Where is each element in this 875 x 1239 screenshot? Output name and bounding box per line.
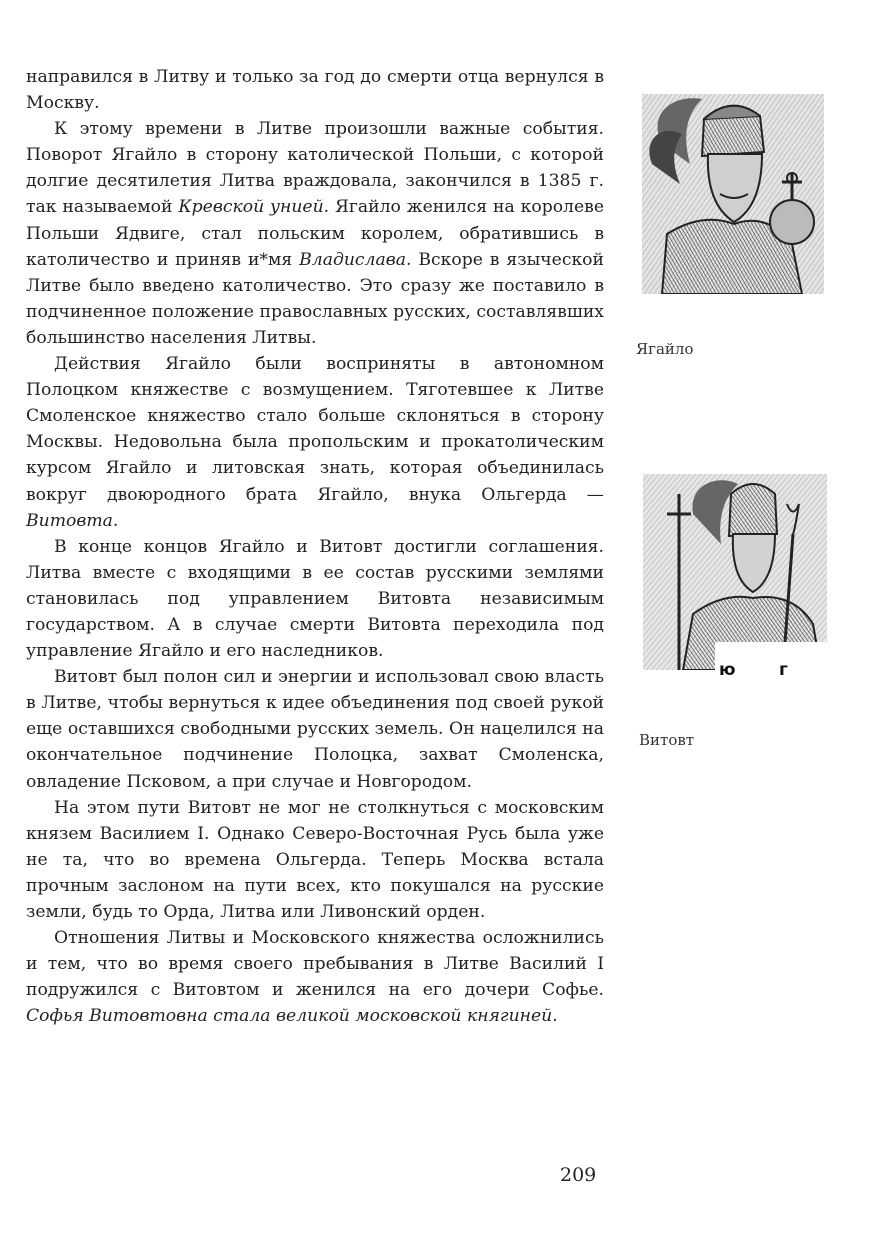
vytautas-engraving-image xyxy=(643,474,827,670)
paragraph-6 xyxy=(26,795,604,925)
paragraph-7 xyxy=(26,925,604,1029)
sofia-emphasis: Софья Витовтовна стала великой московской княгиней. xyxy=(26,1006,558,1027)
vytautas-overlay-letter-2: г xyxy=(779,660,788,680)
paragraph-4 xyxy=(26,534,604,664)
vytautas-caption: Витовт xyxy=(639,731,695,749)
paragraph-2 xyxy=(26,116,604,351)
vytautas-portrait xyxy=(643,474,827,670)
paragraph-2-text-a: К этому времени в Литве произошли важные события. Поворот Ягайло в сторону католической Польши, с которой долгие десятилетия Литва враждовала, закончился в 1385 г. так называемой xyxy=(26,119,604,218)
vytautas-name: Витовта. xyxy=(26,510,119,531)
paragraph-1-text: направился в Литву и только за год до смерти отца вернулся в Москву. xyxy=(26,67,604,114)
krevo-union-term: Кревской унией. xyxy=(178,197,330,218)
vytautas-overlay-letter-1: ю xyxy=(719,660,736,680)
paragraph-2-text-b: Ягайло женился на королеве Польши Ядвиге, стал польским королем, обратившись в католичество и приняв и*мя xyxy=(26,197,604,270)
paragraph-3-text: Действия Ягайло были восприняты в автономном Полоцком княжестве с возмущением. Тяготевшее к Литве Смоленское княжество стало больше склоняться в сторону Москвы. Недовольна была пропольским и прокатолическим курсом Ягайло и литовская знать, которая объединилась вокруг двоюродного брата Ягайло, внука Ольгерда — xyxy=(26,354,604,505)
jagiello-portrait xyxy=(642,94,824,294)
page-number: 209 xyxy=(560,1164,597,1186)
paragraph-5-text: Витовт был полон сил и энергии и использовал свою власть в Литве, чтобы вернуться к идее объединения под своей рукой еще оставшихся свободными русских земель. Он нацелился на окончательное подчинение Полоцка, захват Смоленска, овладение Псковом, а при случае и Новгородом. xyxy=(26,667,604,792)
main-text xyxy=(26,64,604,1029)
paragraph-4-text: В конце концов Ягайло и Витовт достигли соглашения. Литва вместе с входящими в ее состав русскими землями становилась под управлением Витовта независимым государством. А в случае смерти Витовта переходила под управление Ягайло и его наследников. xyxy=(26,536,604,662)
jagiello-engraving-image xyxy=(642,94,824,294)
paragraph-3 xyxy=(26,351,604,534)
paragraph-6-text: На этом пути Витовт не мог не столкнуться с московским князем Василием I. Однако Северо-Восточная Русь была уже не та, что во времена Ольгерда. Теперь Москва встала прочным заслоном на пути всех, кто покушался на русские земли, будь то Орда, Литва или Ливонский орден. xyxy=(26,797,604,922)
paragraph-5 xyxy=(26,664,604,794)
jagiello-caption: Ягайло xyxy=(636,340,694,358)
paragraph-7-text: Отношения Литвы и Московского княжества осложнились и тем, что во время своего пребывания в Литве Василий I подружился с Витовтом и женился на его дочери Софье. xyxy=(26,928,604,1001)
paragraph-1 xyxy=(26,64,604,116)
vladislav-name: Владислава. xyxy=(299,249,412,270)
paragraph-2-text-c: Вскоре в языческой Литве было введено католичество. Это сразу же поставило в подчиненное положение православных русских, составлявших большинство населения Литвы. xyxy=(26,249,604,348)
